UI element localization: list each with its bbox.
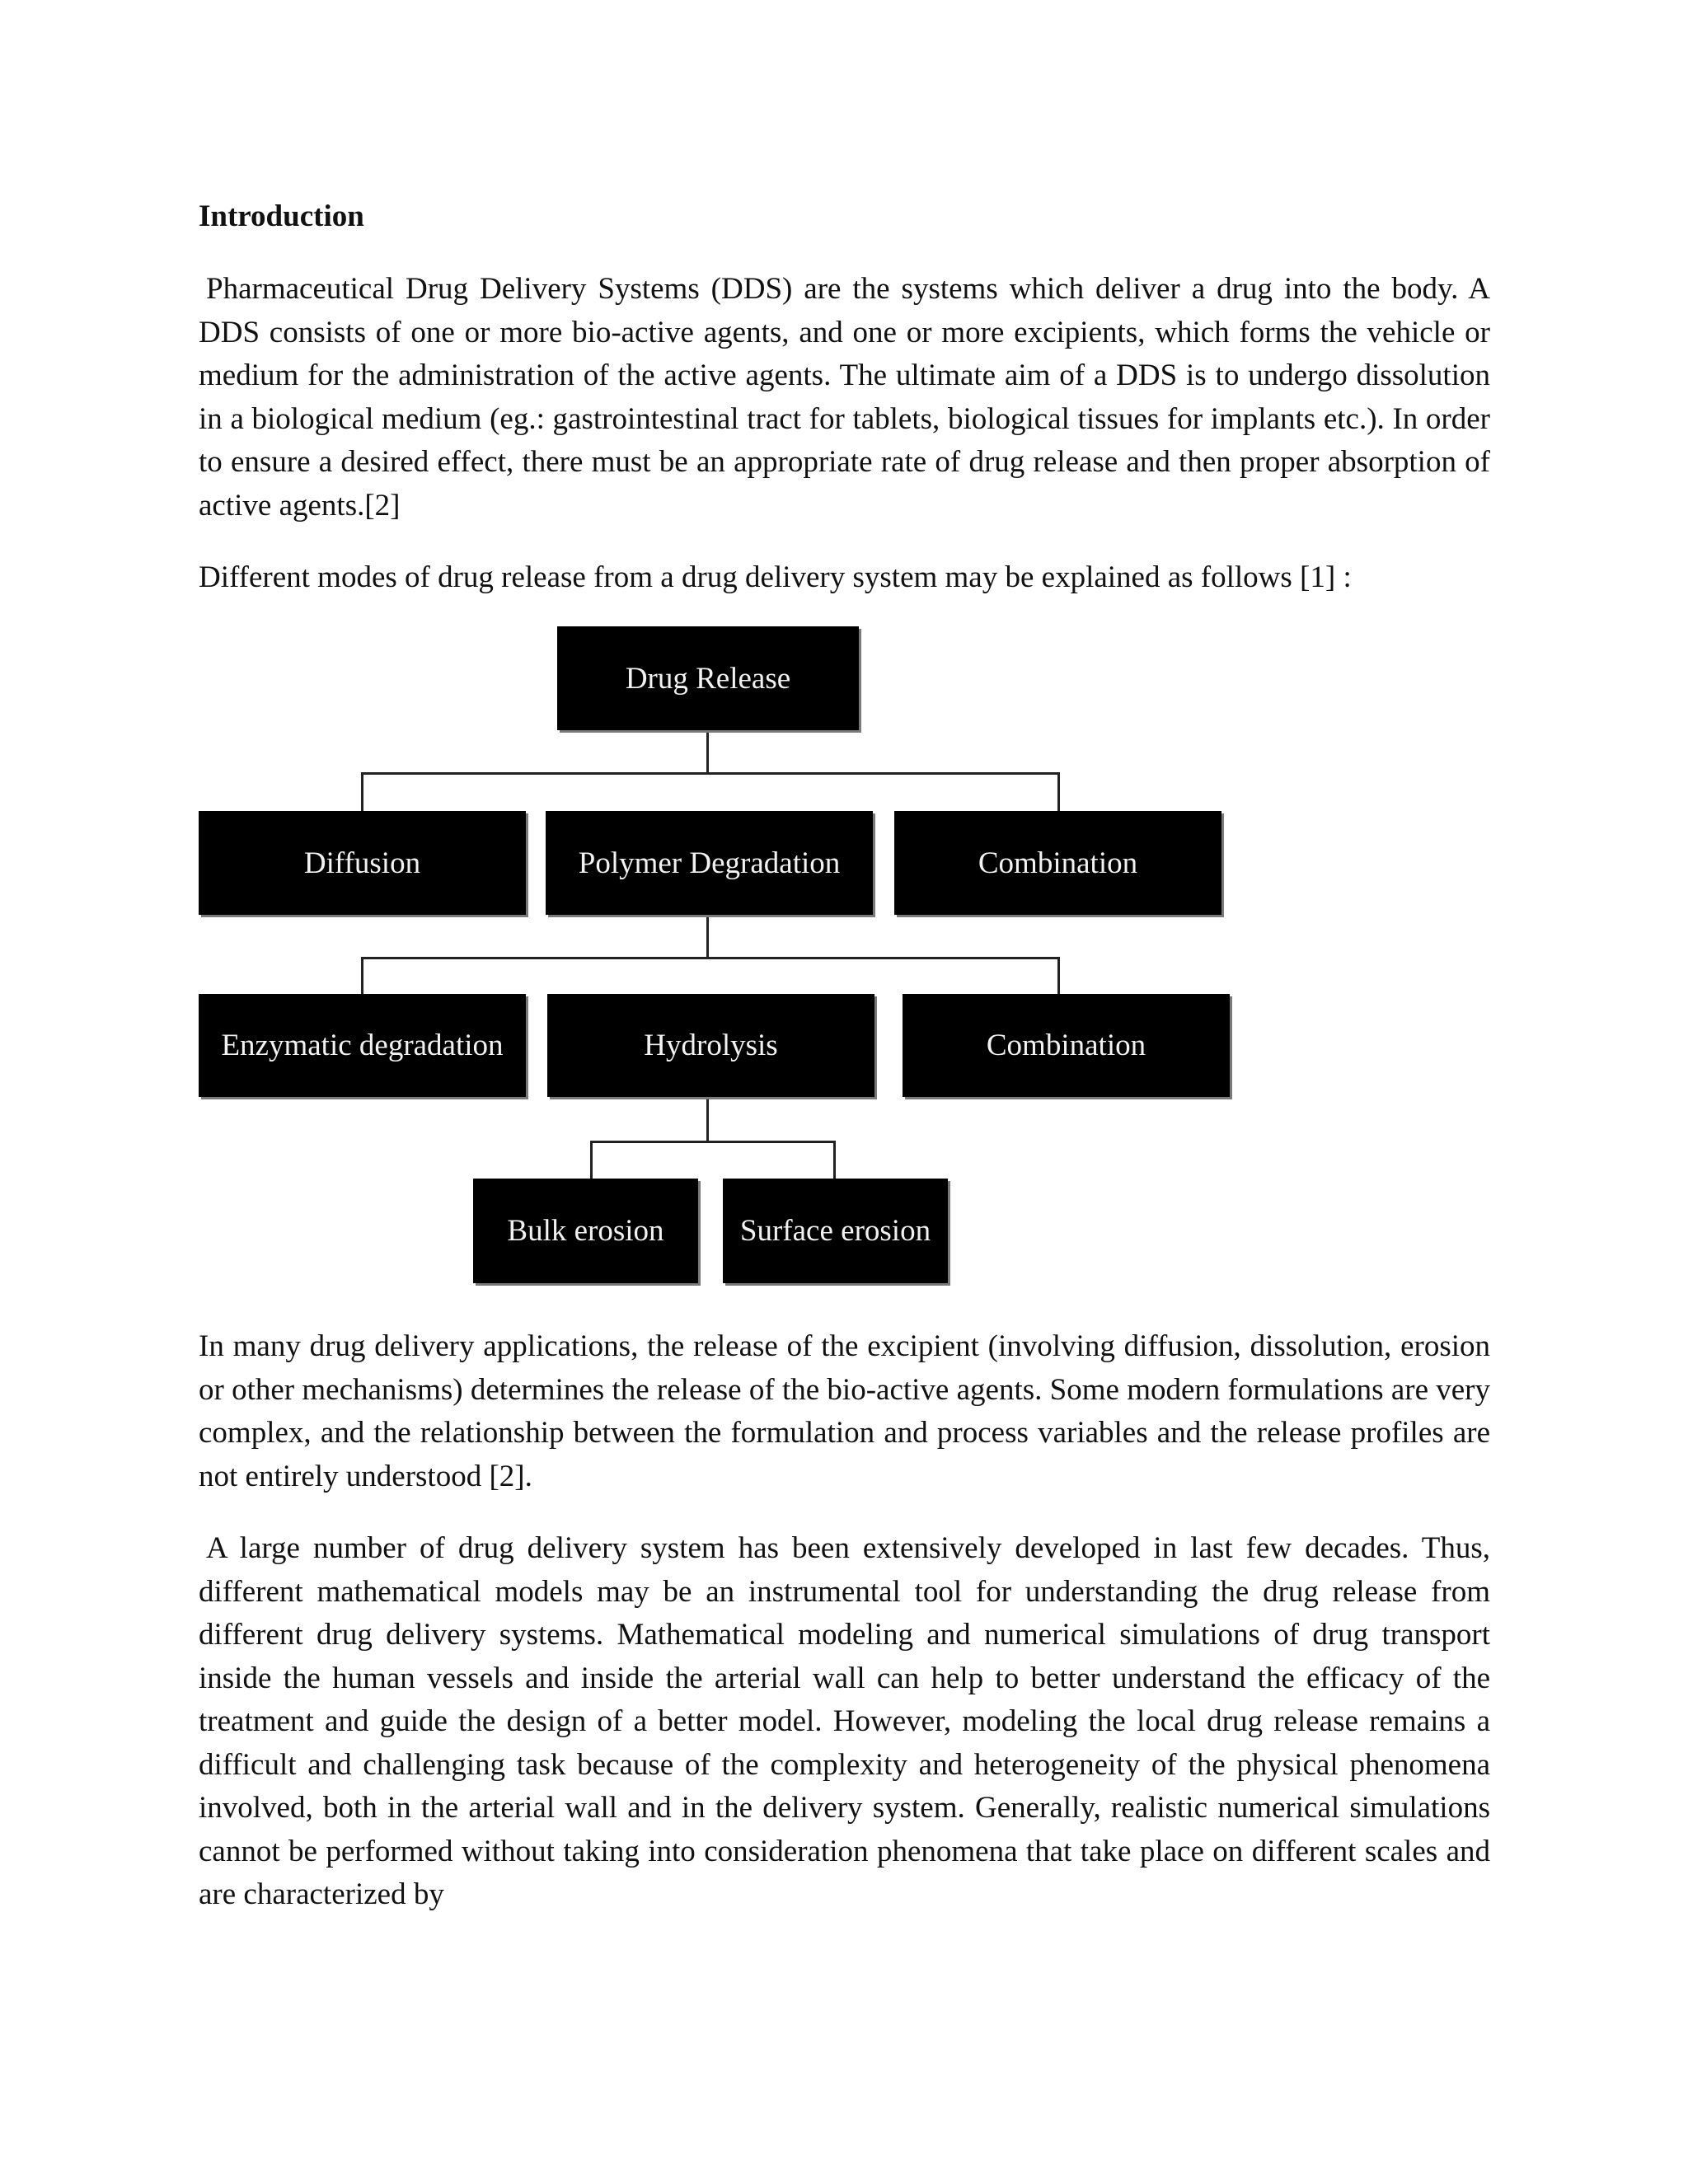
connector-line bbox=[833, 1141, 836, 1179]
diagram-node-enzymatic-degradation: Enzymatic degradation bbox=[199, 994, 526, 1097]
paragraph-intro: Pharmaceutical Drug Delivery Systems (DDS) are the systems which deliver a drug into the body. A DDS consists of one or more bio-active agents, and one or more excipients, which forms the vehicle or medium for the administration of the active agents. The ultimate aim of a DDS is to undergo dissolution in a biological medium (eg.: gastrointestinal tract for tablets, biological tissues for implants etc.). In order to ensure a desired effect, there must be an appropriate rate of drug release and then proper absorption of active agents.[2] bbox=[199, 272, 1490, 523]
connector-line bbox=[361, 957, 1059, 959]
paragraph-modes: Different modes of drug release from a drug delivery system may be explained as follows [1] : bbox=[199, 560, 1352, 594]
connector-line bbox=[706, 730, 709, 774]
paragraph-models: A large number of drug delivery system has been extensively developed in last few decades. Thus, different mathematical models may be an instrumental tool for understanding the drug release from different drug delivery systems. Mathematical modeling and numerical simulations of drug transport inside the human vessels and inside the arterial wall can help to better understand the efficacy of the treatment and guide the design of a better model. However, modeling the local drug release remains a difficult and challenging task because of the complexity and heterogeneity of the physical phenomena involved, both in the arterial wall and in the delivery system. Generally, realistic numerical simulations cannot be performed without taking into consideration phenomena that take place on different scales and are characterized by bbox=[199, 1531, 1490, 1911]
connector-line bbox=[706, 915, 709, 958]
connector-line bbox=[361, 772, 363, 811]
connector-line bbox=[706, 1097, 709, 1142]
connector-line bbox=[590, 1141, 835, 1143]
diagram-node-root: Drug Release bbox=[557, 626, 859, 730]
diagram-node-hydrolysis: Hydrolysis bbox=[547, 994, 874, 1097]
diagram-node-surface-erosion: Surface erosion bbox=[723, 1179, 948, 1283]
diagram-node-combination-1: Combination bbox=[894, 811, 1221, 915]
connector-line bbox=[1057, 957, 1060, 994]
paragraph-excipient: In many drug delivery applications, the release of the excipient (involving diffusion, dissolution, erosion or other mechanisms) determines the release of the bio-active agents. Some modern formulations are very complex, and the relationship between the formulation and process variables and the release profiles are not entirely understood [2]. bbox=[199, 1329, 1490, 1493]
connector-line bbox=[361, 957, 363, 994]
section-heading: Introduction bbox=[199, 199, 364, 233]
connector-line bbox=[361, 772, 1059, 775]
diagram-node-combination-2: Combination bbox=[903, 994, 1230, 1097]
connector-line bbox=[1057, 772, 1060, 811]
connector-line bbox=[590, 1141, 593, 1179]
diagram-node-diffusion: Diffusion bbox=[199, 811, 526, 915]
diagram-node-bulk-erosion: Bulk erosion bbox=[473, 1179, 698, 1283]
diagram-node-polymer-degradation: Polymer Degradation bbox=[546, 811, 873, 915]
